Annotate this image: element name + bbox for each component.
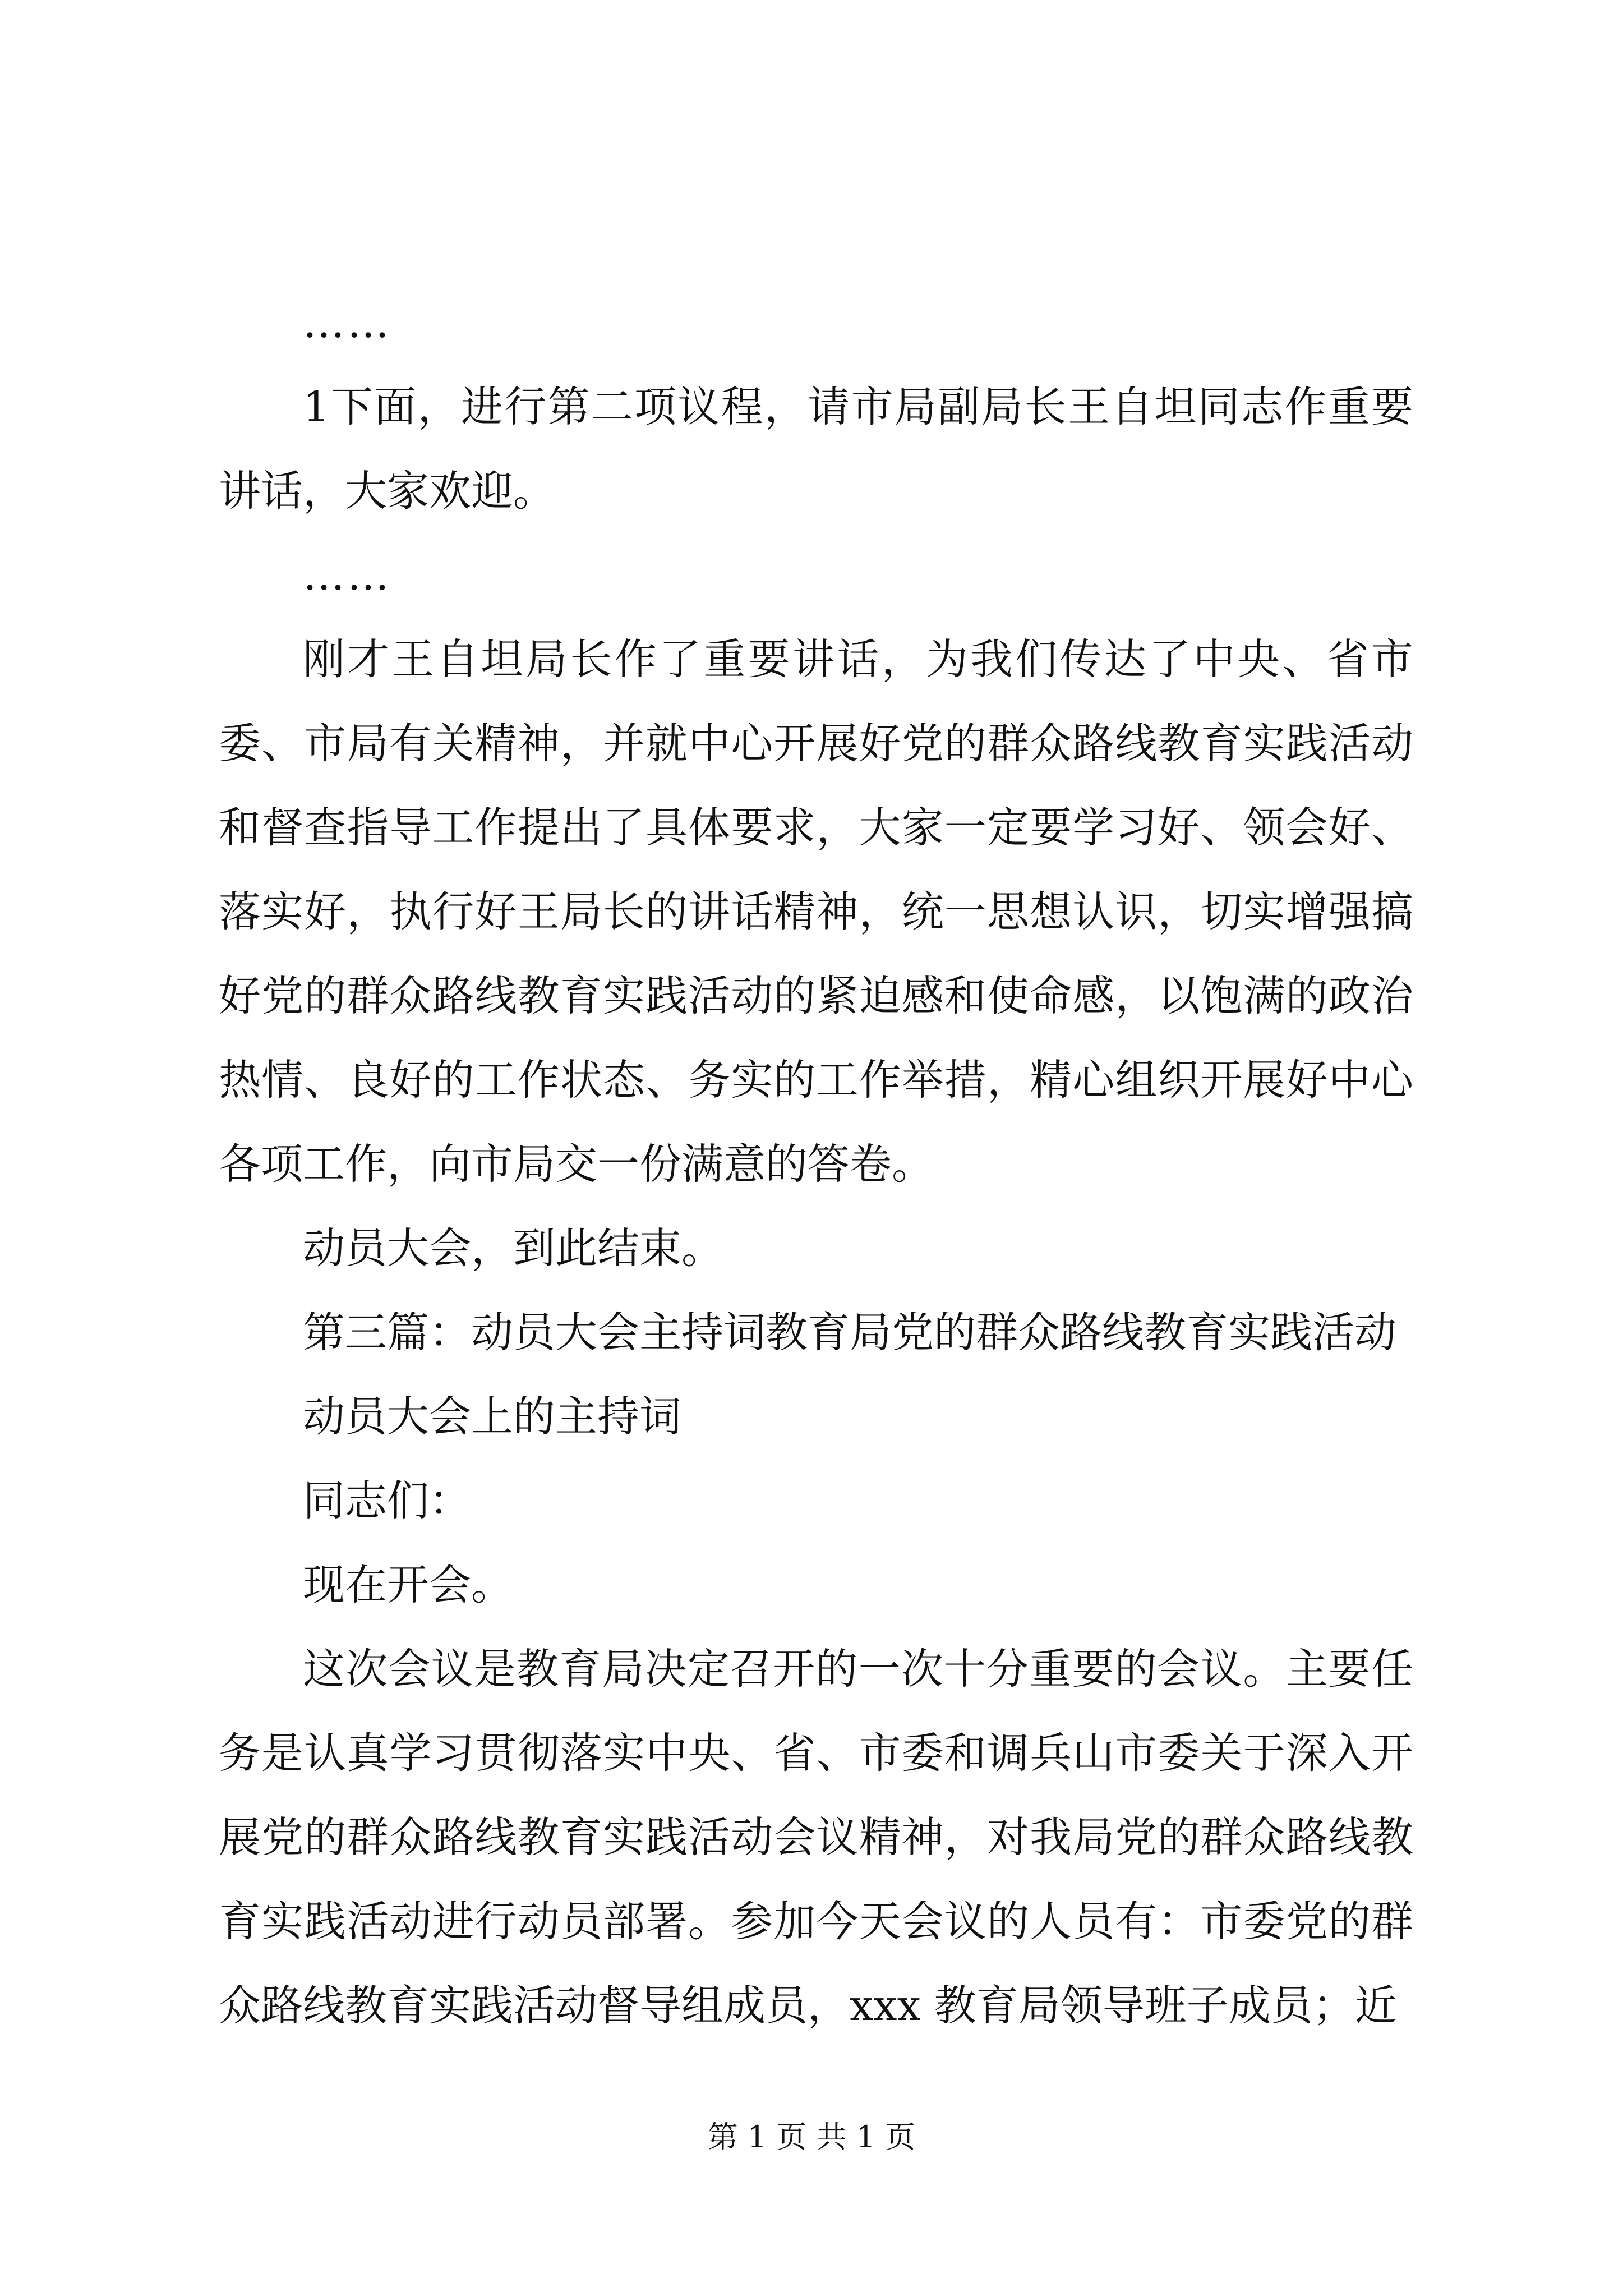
ellipsis-line: ……	[303, 550, 391, 600]
paragraph-agenda-item-two: 1下面，进行第二项议程，请市局副局长王自坦同志作重要讲话，大家欢迎。	[219, 382, 1413, 516]
meeting-opening: 现在开会。	[303, 1560, 514, 1609]
paragraph-meeting-purpose: 这次会议是教育局决定召开的一次十分重要的会议。主要任务是认真学习贯彻落实中央、省、市委和调兵山市委关于深入开展党的群众路线教育实践活动会议精神，对我局党的群众路线教育实践活动进行动员部署。参加今天会议的人员有：市委党的群众路线教育实践活动督导组成员，xxx 教育局领导班子成员；近	[219, 1644, 1413, 2030]
section-subtitle: 动员大会上的主持词	[303, 1392, 682, 1441]
section-title-part-three: 第三篇：动员大会主持词教育局党的群众路线教育实践活动	[303, 1308, 1397, 1357]
salutation: 同志们：	[303, 1476, 472, 1525]
paragraph-meeting-closing: 动员大会，到此结束。	[303, 1223, 724, 1273]
paragraph-summary-remarks: 刚才王自坦局长作了重要讲话，为我们传达了中央、省市委、市局有关精神，并就中心开展好党的群众路线教育实践活动和督查指导工作提出了具体要求，大家一定要学习好、领会好、落实好，执行好王局长的讲话精神，统一思想认识，切实增强搞好党的群众路线教育实践活动的紧迫感和使命感，以饱满的政治热情、良好的工作状态、务实的工作举措，精心组织开展好中心各项工作，向市局交一份满意的答卷。	[219, 634, 1413, 1189]
document-body	[219, 280, 1413, 2047]
page-footer: 第 1 页 共 1 页	[707, 2119, 916, 2155]
ellipsis-line: ……	[303, 298, 391, 347]
